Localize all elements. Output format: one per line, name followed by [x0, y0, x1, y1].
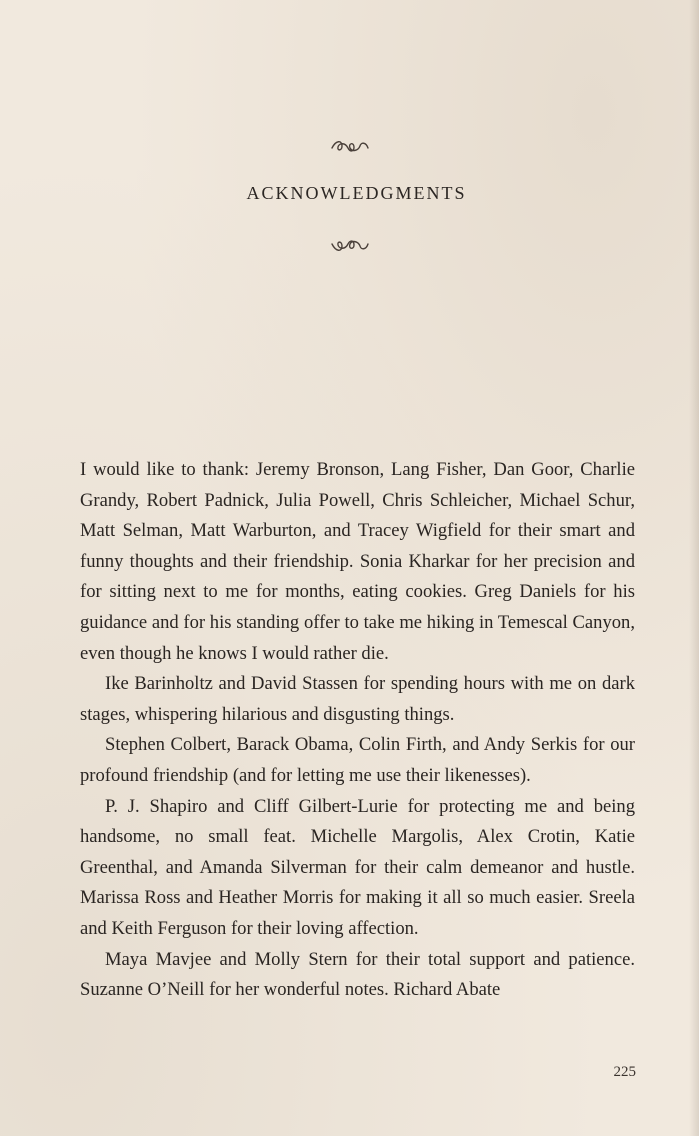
paragraph: Maya Mavjee and Molly Stern for their total support and patience. Suzanne O’Neill for her wonderful notes. Richard Abate	[80, 948, 635, 1001]
paragraph: I would like to thank: Jeremy Bronson, Lang Fisher, Dan Goor, Charlie Grandy, Robert Padnick, Julia Powell, Chris Schleicher, Michael Schur, Matt Selman, Matt Warburton, and Tracey Wigfield for their smart and funny thoughts and their friendship. Sonia Kharkar for her precision and for sitting next to me for months, eating cookies. Greg Daniels for his guidance and for his standing offer to take me hiking in Temescal Canyon, even though he knows I would rather die.	[80, 459, 635, 664]
top-flourish-ornament	[0, 136, 699, 161]
acknowledgments-body	[80, 455, 635, 1006]
paragraph: Ike Barinholtz and David Stassen for spending hours with me on dark stages, whispering hilarious and disgusting things.	[80, 673, 635, 725]
page-number: 225	[613, 1064, 636, 1080]
chapter-heading: ACKNOWLEDGMENTS	[246, 183, 467, 203]
page-edge-shadow	[689, 0, 699, 1136]
paragraph: Stephen Colbert, Barack Obama, Colin Firth, and Andy Serkis for our profound friendship (and for letting me use their likenesses).	[80, 734, 635, 786]
paragraph: P. J. Shapiro and Cliff Gilbert-Lurie for protecting me and being handsome, no small feat. Michelle Margolis, Alex Crotin, Katie Greenthal, and Amanda Silverman for their calm demeanor and hustle. Marissa Ross and Heather Morris for making it all so much easier. Sreela and Keith Ferguson for their loving affection.	[80, 795, 635, 939]
bottom-flourish-ornament	[0, 236, 699, 261]
